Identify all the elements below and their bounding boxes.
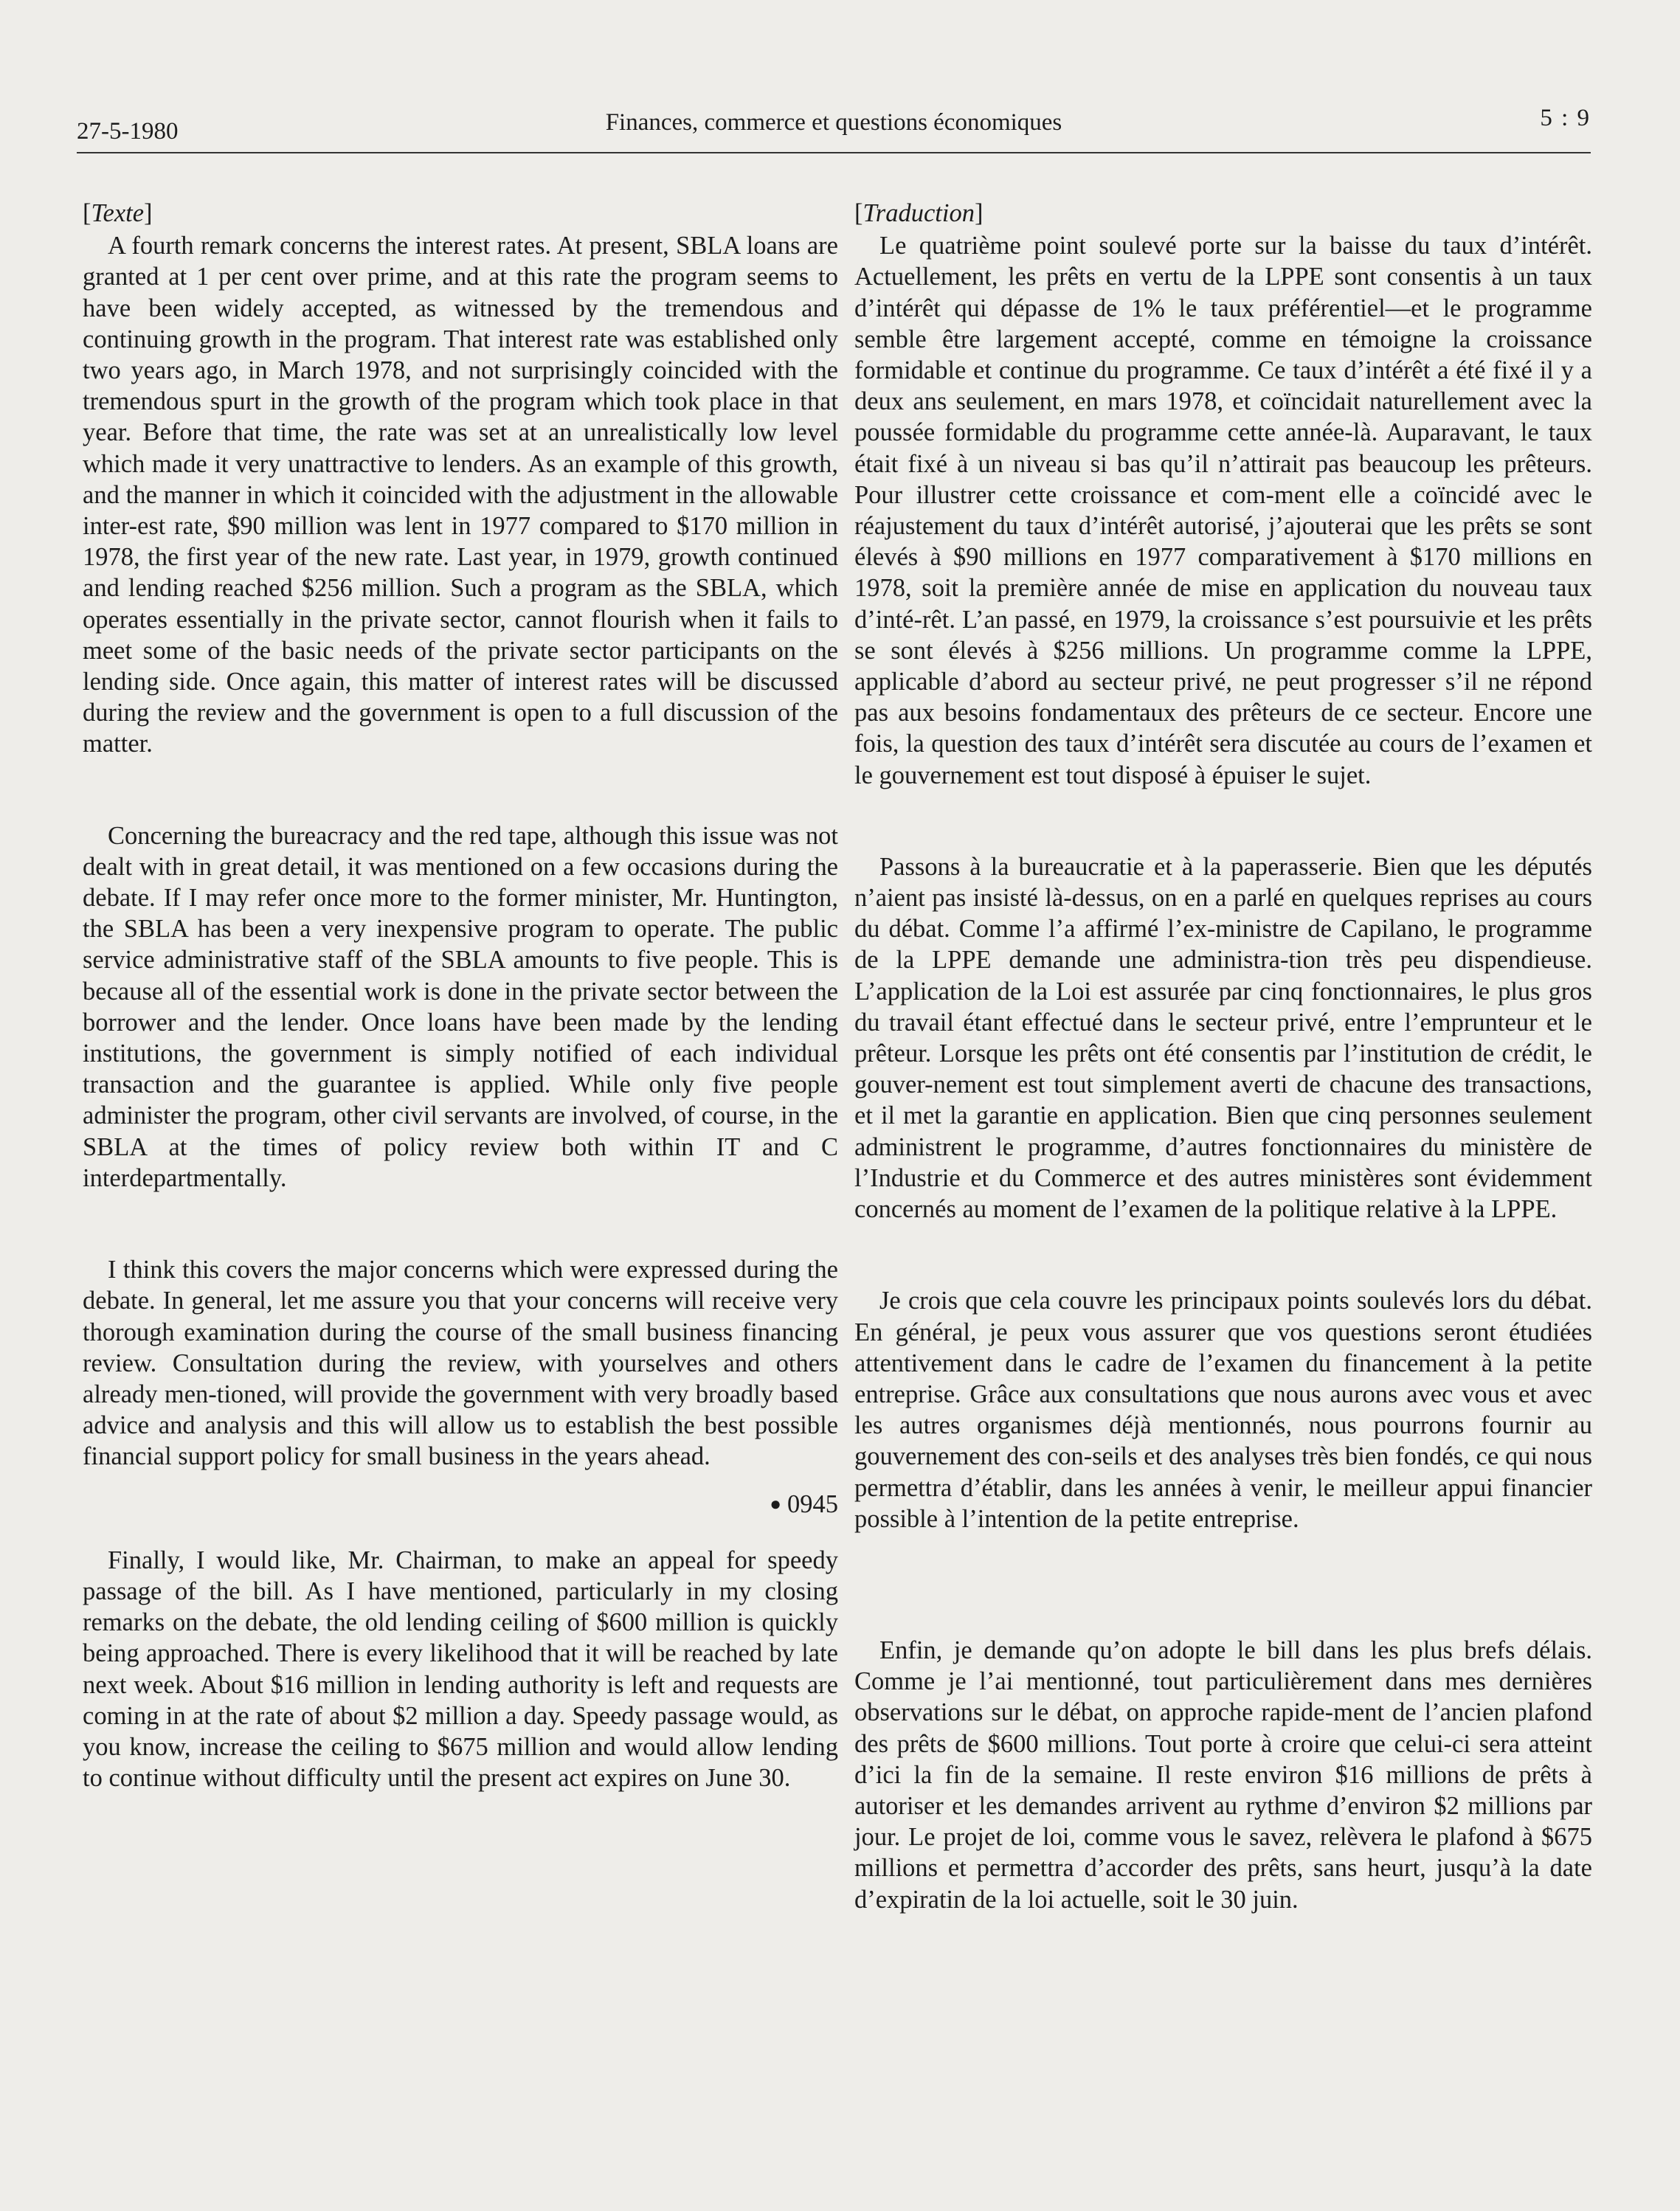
header-rule	[77, 152, 1591, 153]
page-number: 5 : 9	[1540, 105, 1591, 131]
paragraph: Je crois que cela couvre les principaux points soulevés lors du débat. En général, je peux vous assurer que vos questions seront étudiées attentivement dans le cadre de l’examen du financement à la petite entreprise. Grâce aux consultations que nous aurons avec vous et avec les autres organismes déjà mentionnés, nous pourrons fournir au gouvernement des con-seils et des analyses très bien fondés, ce qui nous permettra d’établir, dans les années à venir, le meilleur appui financier possible à l’intention de la petite entreprise.	[854, 1287, 1592, 1533]
page-header	[77, 105, 1591, 146]
paragraph: Concerning the bureacracy and the red tape, although this issue was not dealt with in great detail, it was mentioned on a few occasions during the debate. If I may refer once more to the former minister, Mr. Huntington, the SBLA has been a very inexpensive program to operate. The public service administrative staff of the SBLA amounts to five people. This is because all of the essential work is done in the private sector between the borrower and the lender. Once loans have been made by the lending institutions, the government is simply notified of each individual transaction and the guarantee is applied. While only five people administer the program, other civil servants are involved, of course, in the SBLA at the times of policy review both within IT and C interdepartmentally.	[83, 821, 838, 1192]
paragraph: Le quatrième point soulevé porte sur la baisse du taux d’intérêt. Actuellement, les prêts en vertu de la LPPE sont consentis à un taux d’intérêt qui dépasse de 1% le taux préférentiel—et le programme semble être largement accepté, comme en témoigne la croissance formidable et continue du programme. Ce taux d’intérêt a été fixé il y a deux ans seulement, en mars 1978, et coïncidait naturellement avec la poussée formidable du programme cette année-là. Auparavant, le taux était fixé à un niveau si bas qu’il n’attirait pas beaucoup les prêteurs. Pour illustrer cette croissance et com-ment elle a coïncidé avec le réajustement du taux d’intérêt autorisé, j’ajouterai que les prêts se sont élevés à $90 millions en 1977 comparativement à $170 millions en 1978, soit la première année de mise en application du nouveau taux d’inté-rêt. L’an passé, en 1979, la croissance s’est poursuivie et les prêts se sont élevés à $256 millions. Un programme comme la LPPE, applicable d’abord au secteur privé, ne peut progresser s’il ne répond pas aux besoins fondamentaux des prêteurs de ce secteur. Encore une fois, la question des taux d’intérêt sera discutée au cours de l’examen et le gouvernement est tout disposé à épuiser le sujet.	[854, 232, 1592, 789]
french-column	[854, 198, 1592, 1915]
column-label-text: Traduction	[863, 199, 975, 227]
time-marker-text: 0945	[787, 1489, 838, 1518]
column-label-text: Texte	[91, 199, 145, 227]
time-marker	[83, 1489, 838, 1520]
header-title: Finances, commerce et questions économiques	[605, 109, 1062, 136]
bullet-icon: ●	[770, 1492, 781, 1515]
paragraph: Passons à la bureaucratie et à la paperasserie. Bien que les députés n’aient pas insisté là-dessus, on en a parlé en quelques reprises au cours du débat. Comme l’a affirmé l’ex-ministre de Capilano, le programme de la LPPE demande une administra-tion très peu dispendieuse. L’application de la Loi est assurée par cinq fonctionnaires, le plus gros du travail étant effectué dans le secteur privé, entre l’emprunteur et le prêteur. Lorsque les prêts ont été consentis par l’institution de crédit, le gouver-nement est tout simplement averti de chacune des transactions, et il met la garantie en application. Bien que cinq personnes seulement administrent le programme, d’autres fonctionnaires du ministère de l’Industrie et du Commerce et des autres ministères sont évidemment concernés au moment de l’examen de la politique relative à la LPPE.	[854, 852, 1592, 1224]
paragraph: Enfin, je demande qu’on adopte le bill dans les plus brefs délais. Comme je l’ai mentionné, tout particulièrement dans mes dernières observations sur le débat, on approche rapide-ment de l’ancien plafond des prêts de $600 millions. Tout porte à croire que celui-ci sera atteint d’ici la fin de la semaine. Il reste environ $16 millions de prêts à autoriser et les demandes arrivent au rythme d’environ $2 millions par jour. Le projet de loi, comme vous le savez, relèvera le plafond à $675 millions et permettra d’accorder des prêts, sans heurt, jusqu’à la date d’expiratin de la loi actuelle, soit le 30 juin.	[854, 1636, 1592, 1914]
paragraph: I think this covers the major concerns which were expressed during the debate. In general, let me assure you that your concerns will receive very thorough examination during the course of the small business financing review. Consultation during the review, with yourselves and others already men-tioned, will provide the government with very broadly based advice and analysis and this will allow us to establish the best possible financial support policy for small business in the years ahead.	[83, 1256, 838, 1471]
column-label: [Traduction]	[854, 199, 984, 227]
english-column	[83, 198, 838, 1793]
paragraph: Finally, I would like, Mr. Chairman, to make an appeal for speedy passage of the bill. As I have mentioned, particularly in my closing remarks on the debate, the old lending ceiling of $600 million is quickly being approached. There is every likelihood that it will be reached by late next week. About $16 million in lending authority is left and requests are coming in at the rate of about $2 million a day. Speedy passage would, as you know, increase the ceiling to $675 million and would allow lending to continue without difficulty until the present act expires on June 30.	[83, 1546, 838, 1793]
column-label: [Texte]	[83, 199, 153, 227]
header-date: 27-5-1980	[77, 118, 179, 145]
paragraph: A fourth remark concerns the interest rates. At present, SBLA loans are granted at 1 per cent over prime, and at this rate the program seems to have been widely accepted, as witnessed by the tremendous and continuing growth in the program. That interest rate was established only two years ago, in March 1978, and not surprisingly coincided with the tremendous spurt in the growth of the program which took place in that year. Before that time, the rate was set at an unrealistically low level which made it very unattractive to lenders. As an example of this growth, and the manner in which it coincided with the adjustment in the allowable inter-est rate, $90 million was lent in 1977 compared to $170 million in 1978, the first year of the new rate. Last year, in 1979, growth continued and lending reached $256 million. Such a program as the SBLA, which operates essentially in the private sector, cannot flourish when it fails to meet some of the basic needs of the private sector participants on the lending side. Once again, this matter of interest rates will be discussed during the review and the government is open to a full discussion of the matter.	[83, 232, 838, 758]
